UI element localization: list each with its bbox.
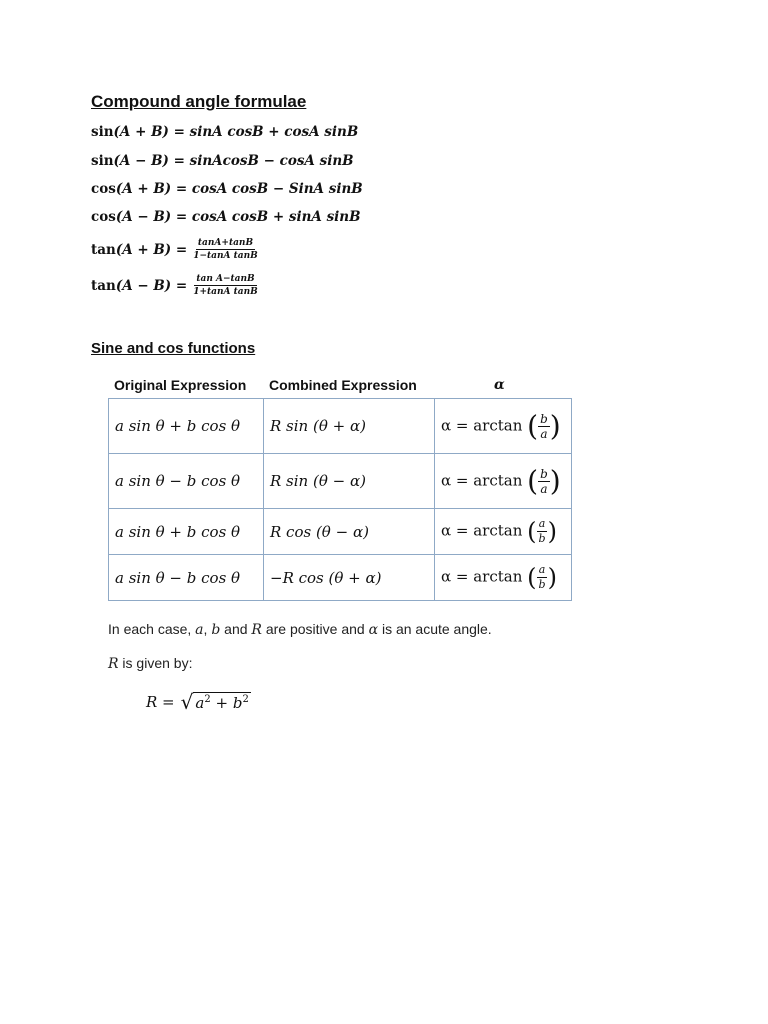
formula-sin-sum xyxy=(91,124,358,140)
formula-fn: sin xyxy=(91,153,114,169)
r-formula-lhs: R = xyxy=(146,693,175,711)
right-paren: ) xyxy=(549,409,561,442)
note-text: In each case, xyxy=(108,621,196,637)
trig-table xyxy=(108,398,572,601)
exponent-a: 2 xyxy=(204,694,211,705)
cell-combined-text: R sin (θ − α) xyxy=(270,472,366,490)
formula-fn: cos xyxy=(91,209,116,225)
note-var-a: a xyxy=(195,622,204,638)
cell-combined xyxy=(264,555,435,601)
cell-original-text: a sin θ + b cos θ xyxy=(115,522,241,541)
formula-tan-sum xyxy=(91,238,260,261)
formula-rhs: = sinA cosB + cosA sinB xyxy=(173,124,359,140)
formula-fn: sin xyxy=(91,124,114,140)
exponent-b: 2 xyxy=(242,694,249,705)
fraction-numerator: b xyxy=(540,466,548,481)
formula-fn: cos xyxy=(91,181,116,197)
cell-original-text: a sin θ − b cos θ xyxy=(115,568,241,587)
radicand-b: b xyxy=(232,694,243,712)
cell-combined xyxy=(264,399,435,454)
formula-cos-difference xyxy=(91,209,361,225)
note-var-alpha: α xyxy=(368,622,379,638)
fraction xyxy=(537,563,548,592)
r-formula xyxy=(146,690,251,714)
formula-lhs: (A + B) xyxy=(113,124,169,140)
fraction xyxy=(537,517,548,546)
note-var-r: R xyxy=(251,622,262,638)
fraction xyxy=(191,238,260,261)
fraction-denominator: b xyxy=(538,578,546,591)
header-alpha: α xyxy=(494,377,505,393)
cell-alpha xyxy=(435,399,572,454)
cell-combined xyxy=(264,454,435,509)
cell-alpha xyxy=(435,509,572,555)
note-var-b: b xyxy=(211,622,221,638)
fraction xyxy=(538,467,550,496)
formula-rhs: = xyxy=(175,277,188,294)
formula-fn: tan xyxy=(91,241,116,258)
cell-combined-text: −R cos (θ + α) xyxy=(270,568,382,587)
note-text: are positive and xyxy=(261,621,369,637)
note-text: and xyxy=(220,621,252,637)
left-paren: ( xyxy=(527,563,537,592)
right-paren: ) xyxy=(547,517,557,546)
page-title: Compound angle formulae xyxy=(91,92,307,111)
table-header-row xyxy=(114,377,574,397)
cell-original xyxy=(109,399,264,454)
right-paren: ) xyxy=(549,464,561,497)
fraction-numerator: tan A−tanB xyxy=(196,274,255,284)
sqrt-sign: √ xyxy=(180,690,194,714)
fraction-denominator: b xyxy=(538,532,546,545)
left-paren: ( xyxy=(527,464,539,497)
formula-lhs: (A + B) xyxy=(115,181,172,197)
fraction-numerator: b xyxy=(540,411,548,426)
formula-rhs: = cosA cosB + sinA sinB xyxy=(175,209,361,225)
alpha-prefix: α = arctan xyxy=(441,471,523,489)
cell-original xyxy=(109,454,264,509)
formula-rhs: = cosA cosB − SinA sinB xyxy=(175,181,363,197)
formula-lhs: (A − B) xyxy=(115,277,172,294)
header-original-expression: Original Expression xyxy=(114,377,247,393)
right-paren: ) xyxy=(547,563,557,592)
formula-tan-difference xyxy=(91,274,260,297)
cell-original xyxy=(109,555,264,601)
alpha-prefix: α = arctan xyxy=(441,567,523,586)
formula-rhs: = xyxy=(175,241,188,258)
note-text: , xyxy=(203,621,212,637)
fraction-denominator: a xyxy=(540,481,548,496)
table-row xyxy=(109,509,572,555)
formula-cos-sum xyxy=(91,181,363,197)
fraction-numerator: a xyxy=(538,563,546,576)
fraction xyxy=(191,274,260,297)
sqrt-radicand xyxy=(193,692,250,712)
cell-combined-text: R cos (θ − α) xyxy=(270,522,369,541)
note-var-r: R xyxy=(108,656,119,672)
left-paren: ( xyxy=(527,409,539,442)
header-combined-expression: Combined Expression xyxy=(269,377,417,393)
note-positive-acute xyxy=(108,621,492,638)
fraction-denominator: 1−tanA tanB xyxy=(193,251,258,261)
fraction-numerator: a xyxy=(538,517,546,530)
formula-lhs: (A − B) xyxy=(115,209,172,225)
fraction-denominator: a xyxy=(540,426,548,441)
left-paren: ( xyxy=(527,517,537,546)
table-row xyxy=(109,555,572,601)
note-r-given-by xyxy=(108,655,192,672)
cell-alpha xyxy=(435,454,572,509)
radicand-a: a xyxy=(195,694,205,712)
cell-alpha xyxy=(435,555,572,601)
section-title: Sine and cos functions xyxy=(91,340,256,357)
table-row xyxy=(109,454,572,509)
fraction xyxy=(538,412,550,441)
alpha-prefix: α = arctan xyxy=(441,416,523,434)
formula-sin-difference xyxy=(91,153,354,169)
cell-combined-text: R sin (θ + α) xyxy=(270,417,366,435)
formula-lhs: (A − B) xyxy=(113,153,169,169)
cell-original-text: a sin θ − b cos θ xyxy=(115,472,241,490)
table-row xyxy=(109,399,572,454)
cell-original-text: a sin θ + b cos θ xyxy=(115,417,241,435)
note-text: is an acute angle. xyxy=(378,621,492,637)
fraction-denominator: 1+tanA tanB xyxy=(193,287,258,297)
formula-fn: tan xyxy=(91,277,116,294)
fraction-numerator: tanA+tanB xyxy=(197,238,254,248)
cell-combined xyxy=(264,509,435,555)
radicand-plus: + xyxy=(210,694,233,712)
cell-original xyxy=(109,509,264,555)
formula-rhs: = sinAcosB − cosA sinB xyxy=(173,153,354,169)
alpha-prefix: α = arctan xyxy=(441,521,523,540)
note-text: is given by: xyxy=(118,655,193,671)
formula-lhs: (A + B) xyxy=(115,241,172,258)
